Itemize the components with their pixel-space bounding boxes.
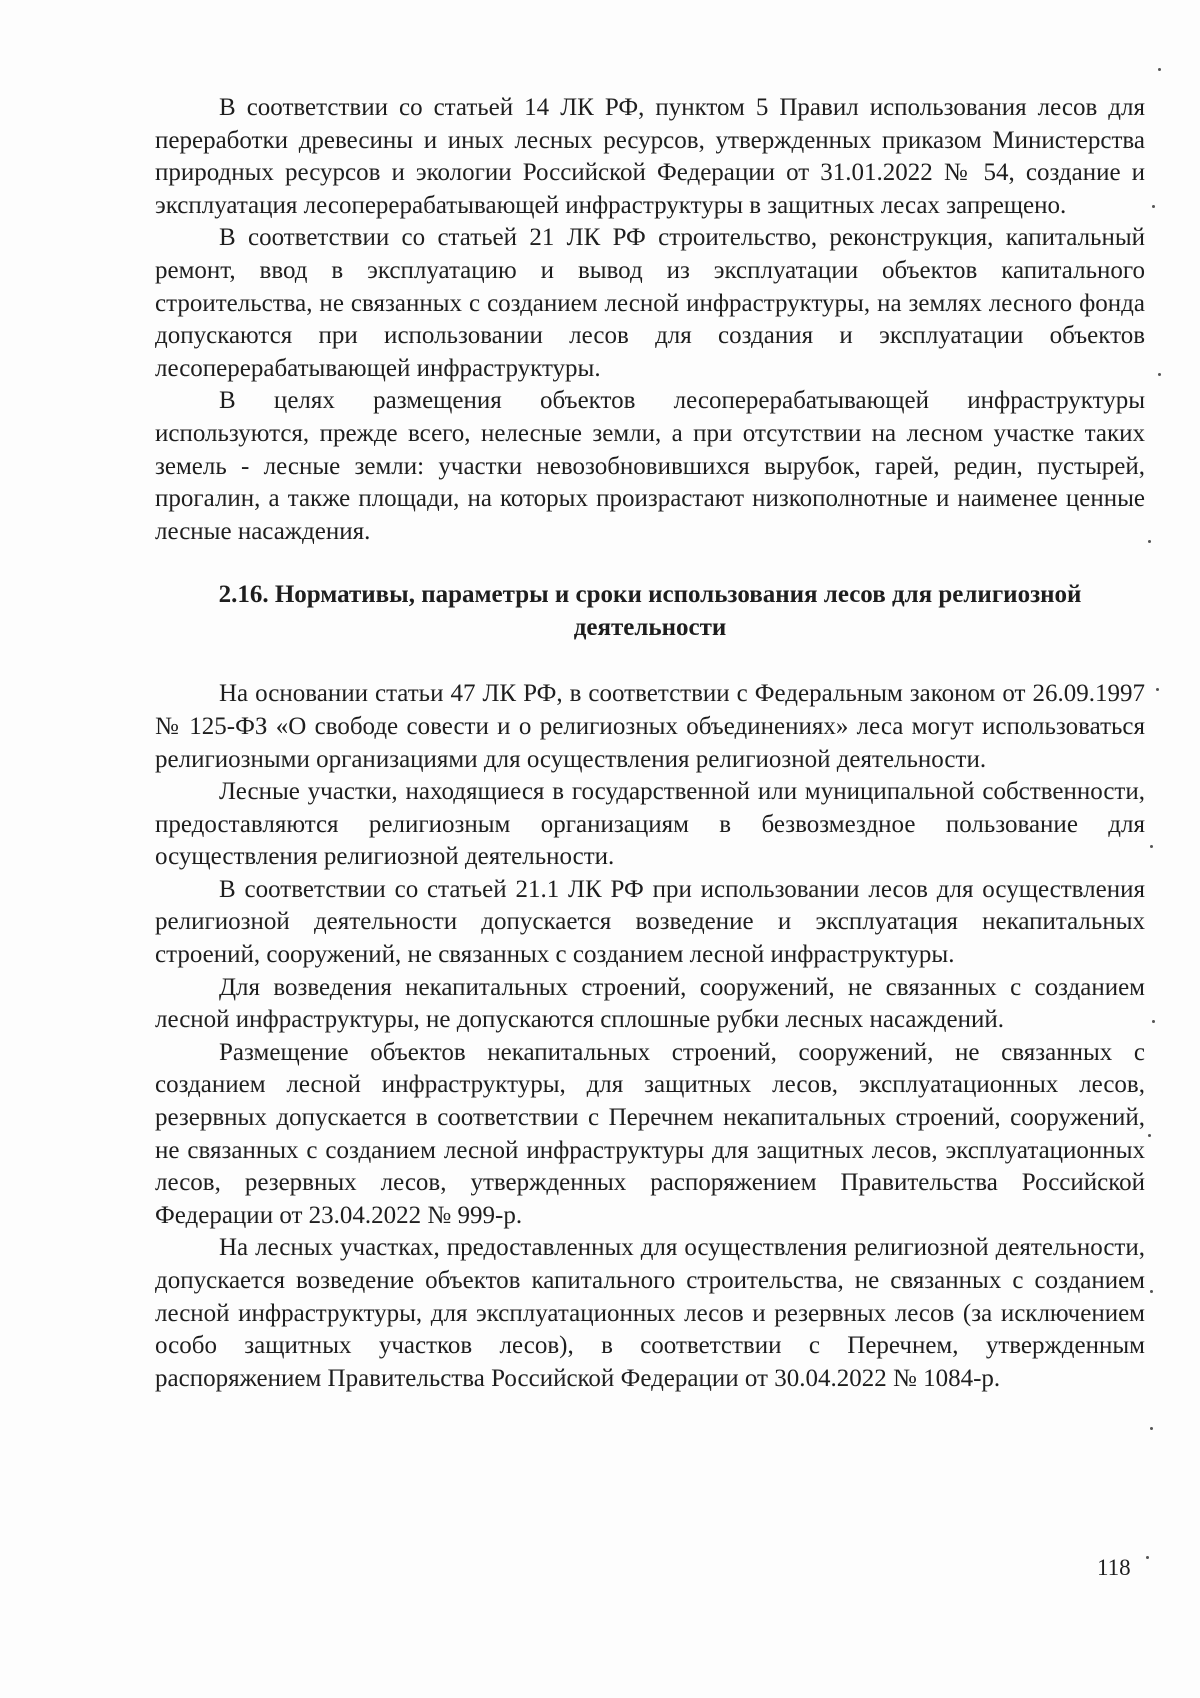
section-heading: 2.16. Нормативы, параметры и сроки использования лесов для религиозной деятельности [218, 581, 1082, 642]
document-body [155, 92, 1145, 1395]
scan-speck [1148, 1134, 1151, 1137]
paragraph-noncapital-list: Размещение объектов некапитальных строений, сооружений, не связанных с созданием лесной инфраструктуры, для защитных лесов, эксплуатационных лесов, резервных допускается в соответствии с Перечнем некапитальных строений, сооружений, не связанных с созданием лесной инфраструктуры для защитных лесов, эксплуатационных лесов, резервных лесов, утвержденных распоряжением Правительства Российской Федерации от 23.04.2022 № 999-р. [155, 1038, 1145, 1229]
paragraph-land-placement: В целях размещения объектов лесоперерабатывающей инфраструктуры используются, прежде всего, нелесные земли, а при отсутствии на лесном участке таких земель - лесные земли: участки невозобновившихся вырубок, гарей, редин, пустырей, прогалин, а также площади, на которых произрастают низкополнотные и наименее ценные лесные насаждения. [155, 387, 1145, 545]
paragraph-religious-basis: На основании статьи 47 ЛК РФ, в соответствии с Федеральным законом от 26.09.1997 № 125-ФЗ «О свободе совести и о религиозных объединениях» леса могут использоваться религиозными организациями для осуществления религиозной деятельности. [155, 680, 1145, 773]
paragraph-free-use: Лесные участки, находящиеся в государственной или муниципальной собственности, предоставляются религиозным организациям в безвозмездное пользование для осуществления религиозной деятельности. [155, 778, 1145, 871]
scan-speck [1150, 1427, 1153, 1430]
paragraph-clear-cutting-ban: Для возведения некапитальных строений, сооружений, не связанных с созданием лесной инфраструктуры, не допускаются сплошные рубки лесных насаждений. [155, 973, 1145, 1034]
paragraph-forest-processing-ban: В соответствии со статьей 14 ЛК РФ, пунктом 5 Правил использования лесов для переработки древесины и иных лесных ресурсов, утвержденных приказом Министерства природных ресурсов и экологии Российской Федерации от 31.01.2022 № 54, создание и эксплуатация лесоперерабатывающей инфраструктуры в защитных лесах запрещено. [155, 94, 1145, 219]
page-number: 118 [1097, 1555, 1131, 1580]
paragraph-capital-construction-religious: На лесных участках, предоставленных для осуществления религиозной деятельности, допускается возведение объектов капитального строительства, не связанных с созданием лесной инфраструктуры, для эксплуатационных лесов и резервных лесов (за исключением особо защитных участков лесов), в соответствии с Перечнем, утвержденным распоряжением Правительства Российской Федерации от 30.04.2022 № 1084-р. [155, 1234, 1145, 1392]
scan-speck [1158, 68, 1161, 71]
scan-speck [1156, 688, 1159, 691]
paragraph-noncapital-structures: В соответствии со статьей 21.1 ЛК РФ при использовании лесов для осуществления религиозной деятельности допускается возведение и эксплуатация некапитальных строений, сооружений, не связанных с созданием лесной инфраструктуры. [155, 875, 1145, 969]
scan-speck [1152, 205, 1155, 208]
scan-speck [1150, 845, 1153, 848]
paragraph-capital-construction: В соответствии со статьей 21 ЛК РФ строительство, реконструкция, капитальный ремонт, ввод в эксплуатацию и вывод из эксплуатации объектов капитального строительства, не связанных с созданием лесной инфраструктуры, на землях лесного фонда допускаются при использовании лесов для создания и эксплуатации объектов лесоперерабатывающей инфраструктуры. [155, 224, 1145, 382]
scan-speck [1158, 373, 1161, 376]
scan-speck [1152, 1020, 1155, 1023]
scan-speck [1148, 540, 1151, 543]
scan-speck [1146, 1556, 1149, 1559]
scan-speck [1150, 1290, 1153, 1293]
